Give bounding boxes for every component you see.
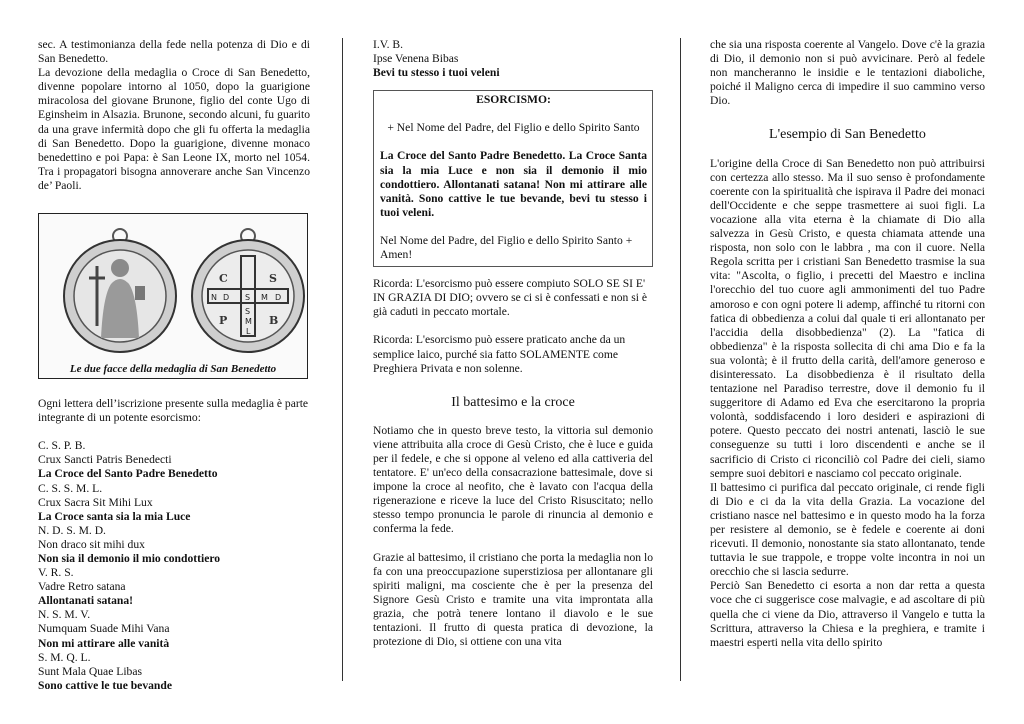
column-divider-left: [342, 38, 343, 681]
baptism-paragraph-2: Grazie al battesimo, il cristiano che porta la medaglia non lo fa con una preoccupazione superstiziosa per allontanare gli spiriti maligni, ma cosciente che è per la presenza del Signore Gesù Cristo e tramite una vita improntata alla grazia, che potrà tenere lontano il diavolo e le sue tentazioni. Il frutto di questa pratica di devozione, la protezione di Dio, si ottiene con una vita: [373, 550, 653, 649]
intro-paragraph-2: La devozione della medaglia o Croce di San Benedetto, divenne popolare intorno al 1050, dopo la guarigione miracolosa del giovane Brunone, figlio del conte Ugo di Eginsheim in Alsazia. Brunone, secondo alcuni, fu guarito da una grave infermità dopo che gli fu offerta la medaglia di San Benedetto. Dopo la guarigione, divenne monaco benedettino e poi Papa: è San Leone IX, morto nel 1054. Tra i propagatori bisogna annoverare anche San Vincenzo de’ Paoli.: [38, 66, 310, 192]
exorcism-title: ESORCISMO:: [476, 93, 551, 107]
column-divider-right: [680, 38, 681, 681]
inscription-line: V. R. S.: [38, 566, 74, 580]
section-heading-baptism: Il battesimo e la croce: [451, 394, 575, 410]
inscription-line: C. S. P. B.: [38, 439, 86, 453]
medal-letter-l: L: [246, 327, 251, 337]
medal-letter-d-right: D: [275, 293, 282, 303]
ivb-line: Ipse Venena Bibas: [373, 52, 459, 66]
inscription-line: N. S. M. V.: [38, 608, 91, 622]
inscription-line: Numquam Suade Mihi Vana: [38, 622, 170, 636]
inscription-line: N. D. S. M. D.: [38, 523, 106, 537]
inscription-intro: Ogni lettera dell’iscrizione presente sulla medaglia è parte integrante di un potente esorcismo:: [38, 397, 309, 425]
medal-figure: [38, 213, 308, 379]
column-middle: [373, 38, 653, 649]
medal-front-image: [61, 226, 179, 354]
column-left: [38, 38, 310, 693]
medal-letter-p: P: [219, 314, 228, 328]
benedict-paragraph-1: L'origine della Croce di San Benedetto non può attribuirsi con certezza allo stesso. Ma il suo senso è profondamente coerente con la spiritualità che ispirava il Padre dei monaci dell'Occidente e che seppe trasmettere ai suoi figli. La vocazione alla vita eterna è la chiamate di Dio alla salvezza in Gesù Cristo, e questa chiamata attende una risposta, non solo con le labbra , ma con il cuore. Nella Regola scritta per i cristiani San Benedetto trasmise la sua vita: "Ascolta, o figlio, i precetti del Maestro e inclina l'orecchio del tuo cuore agli ammonimenti del tuo Padre amoroso e con ogni potere li ademp, affinché tu ritorni con fatica di obbedienza a colui dal quale ti eri allontanato per l'accidia della disobbedienza" (2). La "fatica di obbedienza" è la risposta sollecita di chi ama Dio e fa la sua volontà; è il frutto della carità, dell'amore generoso e disinteressato. La disobbedienza è il risultato della tentazione nel Paradiso terrestre, dove il demonio fu il suggeritore di Adamo ed Eva che esercitarono la propria volontà, soddisfacendo i loro desideri e aspirazioni di potere. Questo peccato dei nostri antenati, lasciò le sue conseguenze su tutti i loro discendenti e anche se il sacrificio di Cristo ci riconciliò col Padre dei cieli, siamo sempre suoi debitori e nasciamo col peccato originale.: [710, 156, 985, 480]
inscription-line: Non draco sit mihi dux: [38, 537, 145, 551]
intro-paragraph-1: sec. A testimonianza della fede nella potenza di Dio e di San Benedetto.: [38, 38, 310, 66]
exorcism-prayer: La Croce del Santo Padre Benedetto. La Croce Santa sia la mia Luce e non sia il demonio il mio condottiero. Allontanati satana! Non mi attirare alle vanità. Sono cattive le tue bevande, bevi tu stesso i tuoi veleni.: [380, 149, 647, 219]
inscription-line: Crux Sancti Patris Benedecti: [38, 453, 172, 467]
inscription-line: Sono cattive le tue bevande: [38, 678, 172, 692]
medal-back-image: [189, 226, 307, 354]
exorcism-invocation: + Nel Nome del Padre, del Figlio e dello Spirito Santo: [387, 121, 640, 135]
medal-letter-m: M: [261, 293, 268, 303]
medal-letter-s-lower: S: [245, 307, 251, 317]
ivb-line: Bevi tu stesso i tuoi veleni: [373, 66, 500, 80]
exorcism-box: [373, 90, 653, 267]
benedict-paragraph-3: Perciò San Benedetto ci esorta a non dar retta a questa voce che ci suggerisce cose malvagie, e ad ascoltare di più quella che ci viene da Dio, attraverso il Vangelo e tutta la Scrittura, attraverso la Chiesa e la preghiera, e tramite i maestri esperti nella vita dello spirito: [710, 579, 985, 649]
inscription-list: [38, 439, 310, 693]
medal-letter-m-lower: M: [245, 317, 252, 327]
section-heading-benedict: L'esempio di San Benedetto: [769, 127, 926, 143]
medal-letter-n: N: [211, 293, 217, 303]
benedict-paragraph-2: Il battesimo ci purifica dal peccato originale, ci rende figli di Dio e ci da la vita della Grazia. La vocazione del cristiano nasce nel battesimo e in questo modo ha la forza per resistere al demonio, se è fedele e coerente ai doni ricevuti. Il demonio, nonostante sia stato allontanato, tende tuttavia le sue trappole, e troppe volte incontra in noi un orecchio che si lascia sedurre.: [710, 480, 985, 579]
inscription-line: La Croce del Santo Padre Benedetto: [38, 467, 218, 481]
inscription-line: Sunt Mala Quae Libas: [38, 664, 142, 678]
inscription-line: Non mi attirare alle vanità: [38, 636, 170, 650]
medal-letter-b: B: [269, 314, 279, 328]
inscription-line: Allontanati satana!: [38, 594, 134, 608]
baptism-paragraph-1: Notiamo che in questo breve testo, la vittoria sul demonio viene attribuita alla croce di Gesù Cristo, che è luce e guida per il fedele, e che si oppone al veleno ed alla cattiveria del tentatore. E' un'eco della consacrazione battesimale, dove si impone la croce al neofito, che è lavato con l'acqua della rigenerazione e riceve la luce del Cristo Risuscitato; nello stesso tempo pronuncia le parole di rinuncia al demonio e conferma la fede.: [373, 423, 653, 536]
inscription-line: Non sia il demonio il mio condottiero: [38, 551, 221, 565]
inscription-line: Vadre Retro satana: [38, 580, 126, 594]
exorcism-closing: Nel Nome del Padre, del Figlio e dello Spirito Santo + Amen!: [380, 233, 633, 262]
inscription-line: La Croce santa sia la mia Luce: [38, 509, 191, 523]
medal-letter-s-center: S: [245, 293, 251, 303]
medal-caption: Le due facce della medaglia di San Benedetto: [69, 362, 277, 375]
medal-letter-s: S: [269, 272, 277, 286]
note-layman: Ricorda: L'esorcismo può essere praticato anche da un semplice laico, purché sia fatto SOLAMENTE come Preghiera Privata e non solenne.: [373, 333, 626, 375]
column-right: [710, 38, 985, 650]
note-grace: Ricorda: L'esorcismo può essere compiuto SOLO SE SI E' IN GRAZIA DI DIO; ovvero se ci si è confessati e non si è già caduti in peccato mortale.: [373, 277, 647, 319]
medal-letter-d: D: [223, 293, 230, 303]
inscription-line: Crux Sacra Sit Mihi Lux: [38, 495, 153, 509]
continued-paragraph: che sia una risposta coerente al Vangelo. Dove c'è la grazia di Dio, il demonio non si può avvicinare. Però al fedele non mancheranno le insidie e le tentazioni diaboliche, poiché il Maligno cerca di impedire il suo cammino verso Dio.: [710, 38, 985, 108]
inscription-line: C. S. S. M. L.: [38, 481, 103, 495]
inscription-line: S. M. Q. L.: [38, 650, 91, 664]
ivb-lines: [373, 38, 653, 80]
ivb-line: I.V. B.: [373, 38, 404, 51]
medal-letter-c: C: [219, 272, 228, 286]
